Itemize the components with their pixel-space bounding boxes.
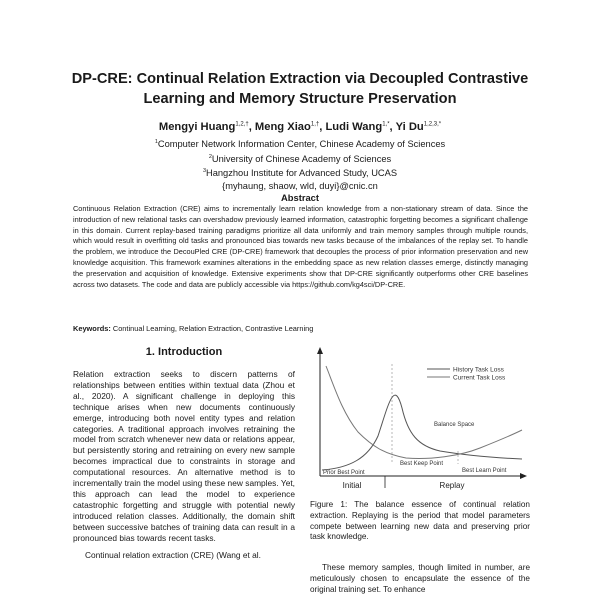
phase-initial-label: Initial xyxy=(342,481,362,490)
author-separator: , xyxy=(319,121,326,133)
keywords-label: Keywords: xyxy=(73,324,111,333)
author-affiliation-marker: 1,† xyxy=(310,121,320,128)
legend-history-label: History Task Loss xyxy=(453,366,504,374)
label-balance-space: Balance Space xyxy=(434,422,475,428)
label-prior-best-point: Prior Best Point xyxy=(323,470,365,476)
author-emails: {myhaung, shaow, wld, duyi}@cnic.cn xyxy=(222,181,378,192)
figure-1-caption: Figure 1: The balance essence of continual relation extraction. Replaying is the period that model parameters compete between learning new data and preserving prior task knowledge. xyxy=(310,500,530,542)
author-separator: , xyxy=(389,121,396,133)
intro-paragraph-1: Relation extraction seeks to discern patterns of relationships between entities within textual data (Zhou et al., 2020). A significant challenge in deploying this technique arises when new documents continuously emerge, introducing both novel entity types and relation categories. A traditional approach involves retraining the model from scratch whenever new data or relations appear, but persistently storing and retraining on every new sample becomes impractical due to constraints in storage and computational resources. An alternative method is to incrementally train the model using these new samples. Yet, this approach can lead the model to experience catastrophic forgetting and struggle with potential newly introduced relation classes. Additionally, the domain shift between successive batches of training data can result in a pronounced bias towards recent tasks. xyxy=(73,369,295,543)
affiliation-3: $^3$Hangzhou Institute for Advanced Study, UCAS xyxy=(202,168,398,179)
author-name: Mengyi Huang xyxy=(158,121,236,133)
author-name: Ludi Wang xyxy=(325,121,383,133)
abstract-heading: Abstract xyxy=(280,192,320,203)
author-name: Meng Xiao xyxy=(254,121,311,133)
paper-title: DP-CRE: Continual Relation Extraction via Decoupled Contrastive Learning and Memory Structure Preservation xyxy=(71,71,529,107)
author-affiliation-marker: 1,2,† xyxy=(235,121,249,128)
legend-current-label: Current Task Loss xyxy=(453,374,506,382)
keywords-list: Continual Learning, Relation Extraction, Contrastive Learning xyxy=(112,324,314,333)
affiliation-1: $^1$Computer Network Information Center, Chinese Academy of Sciences xyxy=(154,139,446,150)
intro-right-paragraph: These memory samples, though limited in number, are meticulously chosen to encapsulate the essence of the original training set. To enhance xyxy=(310,563,530,594)
author-list xyxy=(40,121,560,133)
affiliations xyxy=(40,136,560,193)
author-affiliation-marker: 1,* xyxy=(382,121,390,128)
label-best-keep-point: Best Keep Point xyxy=(400,461,444,467)
author-affiliation-marker: 1,2,3,* xyxy=(423,121,442,128)
phase-replay-label: Replay xyxy=(439,481,465,490)
figure-x-arrow xyxy=(520,473,527,479)
intro-left-column xyxy=(73,369,295,560)
author-name: Yi Du xyxy=(395,121,424,133)
keywords xyxy=(73,324,528,333)
author-separator: , xyxy=(248,121,255,133)
label-best-learn-point: Best Learn Point xyxy=(462,468,507,474)
intro-paragraph-2: Continual relation extraction (CRE) (Wang et al. xyxy=(85,549,261,560)
section-heading-introduction: 1. Introduction xyxy=(145,346,223,358)
figure-1 xyxy=(310,346,530,493)
abstract-text: Continuous Relation Extraction (CRE) aims to incrementally learn relation knowledge from a non-stationary stream of data. Since the introduction of new relational tasks can overshadow previously learned information, catastrophic forgetting becomes a significant challenge in this domain. Current replay-based training paradigms prioritize all data uniformly and train memory samples through multiple rounds, which would result in overfitting old tasks and pronounced bias towards new tasks because of the imbalances of the replay set. To handle the problem, we introduce the DecouPled CRE (DP-CRE) framework that decouples the process of prior information preservation and new knowledge acquisition. This framework examines alterations in the embedding space as new relation classes emerge, distinctly managing the preservation and acquisition of knowledge. Extensive experiments show that DP-CRE significantly outperforms other CRE baselines across two datasets. The code and data are publicly accessible via https://github.com/kg4sci/DP-CRE. xyxy=(73,204,528,289)
affiliation-2: $^2$University of Chinese Academy of Sciences xyxy=(208,153,392,164)
figure-y-arrow xyxy=(317,347,323,354)
